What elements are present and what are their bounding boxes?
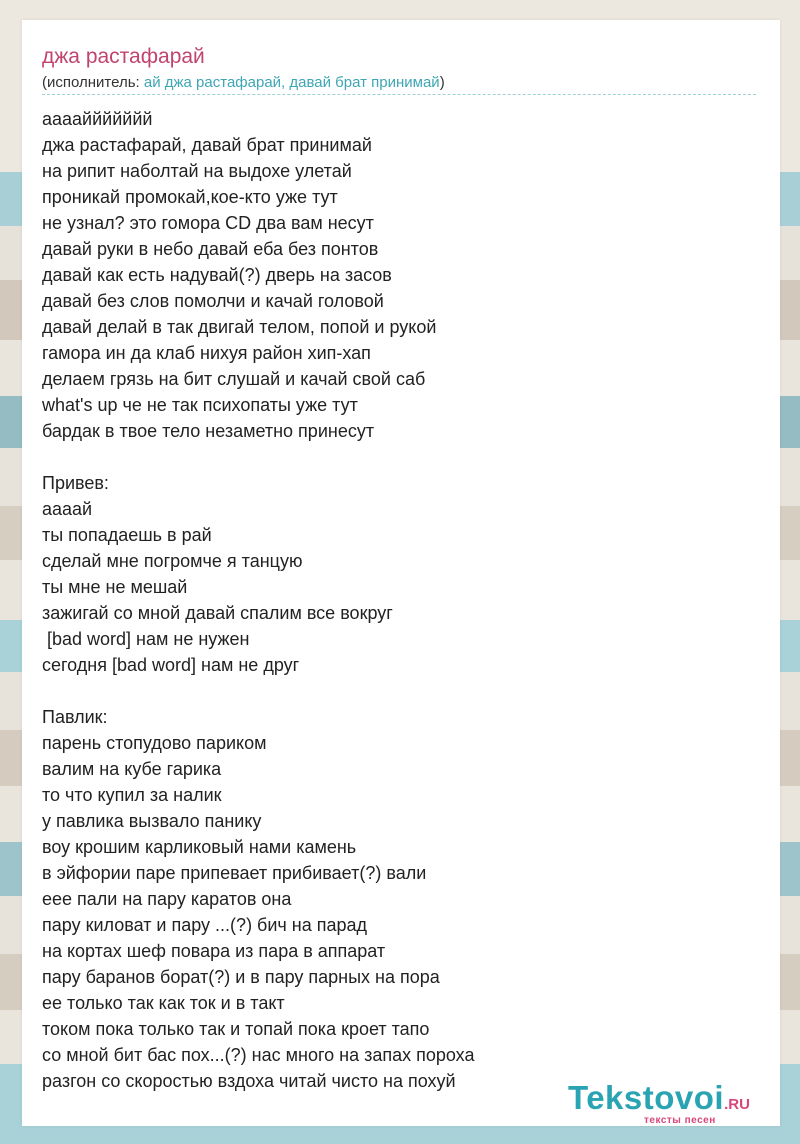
lyrics-card [22, 20, 780, 1126]
lyric-line: проникай промокай,кое-кто уже тут [42, 187, 338, 207]
lyric-line: еее пали на пару каратов она [42, 889, 292, 909]
lyric-line: зажигай со мной давай спалим все вокруг [42, 603, 393, 623]
lyric-line: валим на кубе гарика [42, 759, 222, 779]
lyric-line: давай руки в небо давай еба без понтов [42, 239, 379, 259]
lyric-line: what's up че не так психопаты уже тут [42, 395, 358, 415]
lyric-line: парень стопудово париком [42, 733, 267, 753]
lyric-line: в эйфории паре припевает прибивает(?) вали [42, 863, 427, 883]
performer-link[interactable]: ай джа растафарай, давай брат принимай [143, 74, 440, 91]
lyric-line: ты попадаешь в рай [42, 525, 212, 545]
lyrics-text [42, 106, 762, 1094]
logo-tagline: тексты песен [644, 1115, 716, 1126]
lyric-line: у павлика вызвало панику [42, 811, 262, 831]
lyric-line: [bad word] нам не нужен [42, 629, 250, 649]
logo-main-text: Tekstovoi [568, 1079, 725, 1116]
lyric-line: на рипит наболтай на выдохе улетай [42, 161, 352, 181]
lyric-line [42, 678, 762, 704]
lyric-line: ааааййййййй [42, 109, 153, 129]
lyric-line: давай делай в так двигай телом, попой и рукой [42, 317, 437, 337]
lyric-line: делаем грязь на бит слушай и качай свой саб [42, 369, 426, 389]
lyric-line: воу крошим карликовый нами камень [42, 837, 357, 857]
lyric-line: разгон со скоростью вздоха читай чисто на похуй [42, 1071, 456, 1091]
lyric-line: ее только так как ток и в такт [42, 993, 285, 1013]
song-title: джа растафарай [42, 45, 205, 68]
title-divider [42, 94, 756, 95]
lyric-line: пару киловат и пару ...(?) бич на парад [42, 915, 368, 935]
lyric-line: аааай [42, 499, 93, 519]
performer-line [42, 73, 445, 93]
lyric-line: давай как есть надувай(?) дверь на засов [42, 265, 392, 285]
lyric-line: током пока только так и топай пока кроет тапо [42, 1019, 430, 1039]
lyric-line: гамора ин да клаб нихуя район хип-хап [42, 343, 371, 363]
logo-domain: .RU [724, 1096, 750, 1113]
lyric-line: давай без слов помолчи и качай головой [42, 291, 384, 311]
performer-prefix: (исполнитель: [42, 74, 144, 91]
lyric-line [42, 444, 762, 470]
lyric-line: то что купил за налик [42, 785, 222, 805]
lyric-line: сделай мне погромче я танцую [42, 551, 303, 571]
lyric-line: джа растафарай, давай брат принимай [42, 135, 372, 155]
lyric-line: Павлик: [42, 707, 108, 727]
lyric-line: не узнал? это гомора CD два вам несут [42, 213, 374, 233]
lyric-line: со мной бит бас пох...(?) нас много на запах пороха [42, 1045, 475, 1065]
lyric-line: Привев: [42, 473, 109, 493]
lyric-line: пару баранов борат(?) и в пару парных на пора [42, 967, 440, 987]
lyric-line: ты мне не мешай [42, 577, 188, 597]
performer-suffix: ) [439, 74, 445, 91]
lyric-line: сегодня [bad word] нам не друг [42, 655, 300, 675]
site-logo[interactable] [568, 1080, 778, 1126]
lyric-line: бардак в твое тело незаметно принесут [42, 421, 375, 441]
lyric-line: на кортах шеф повара из пара в аппарат [42, 941, 386, 961]
